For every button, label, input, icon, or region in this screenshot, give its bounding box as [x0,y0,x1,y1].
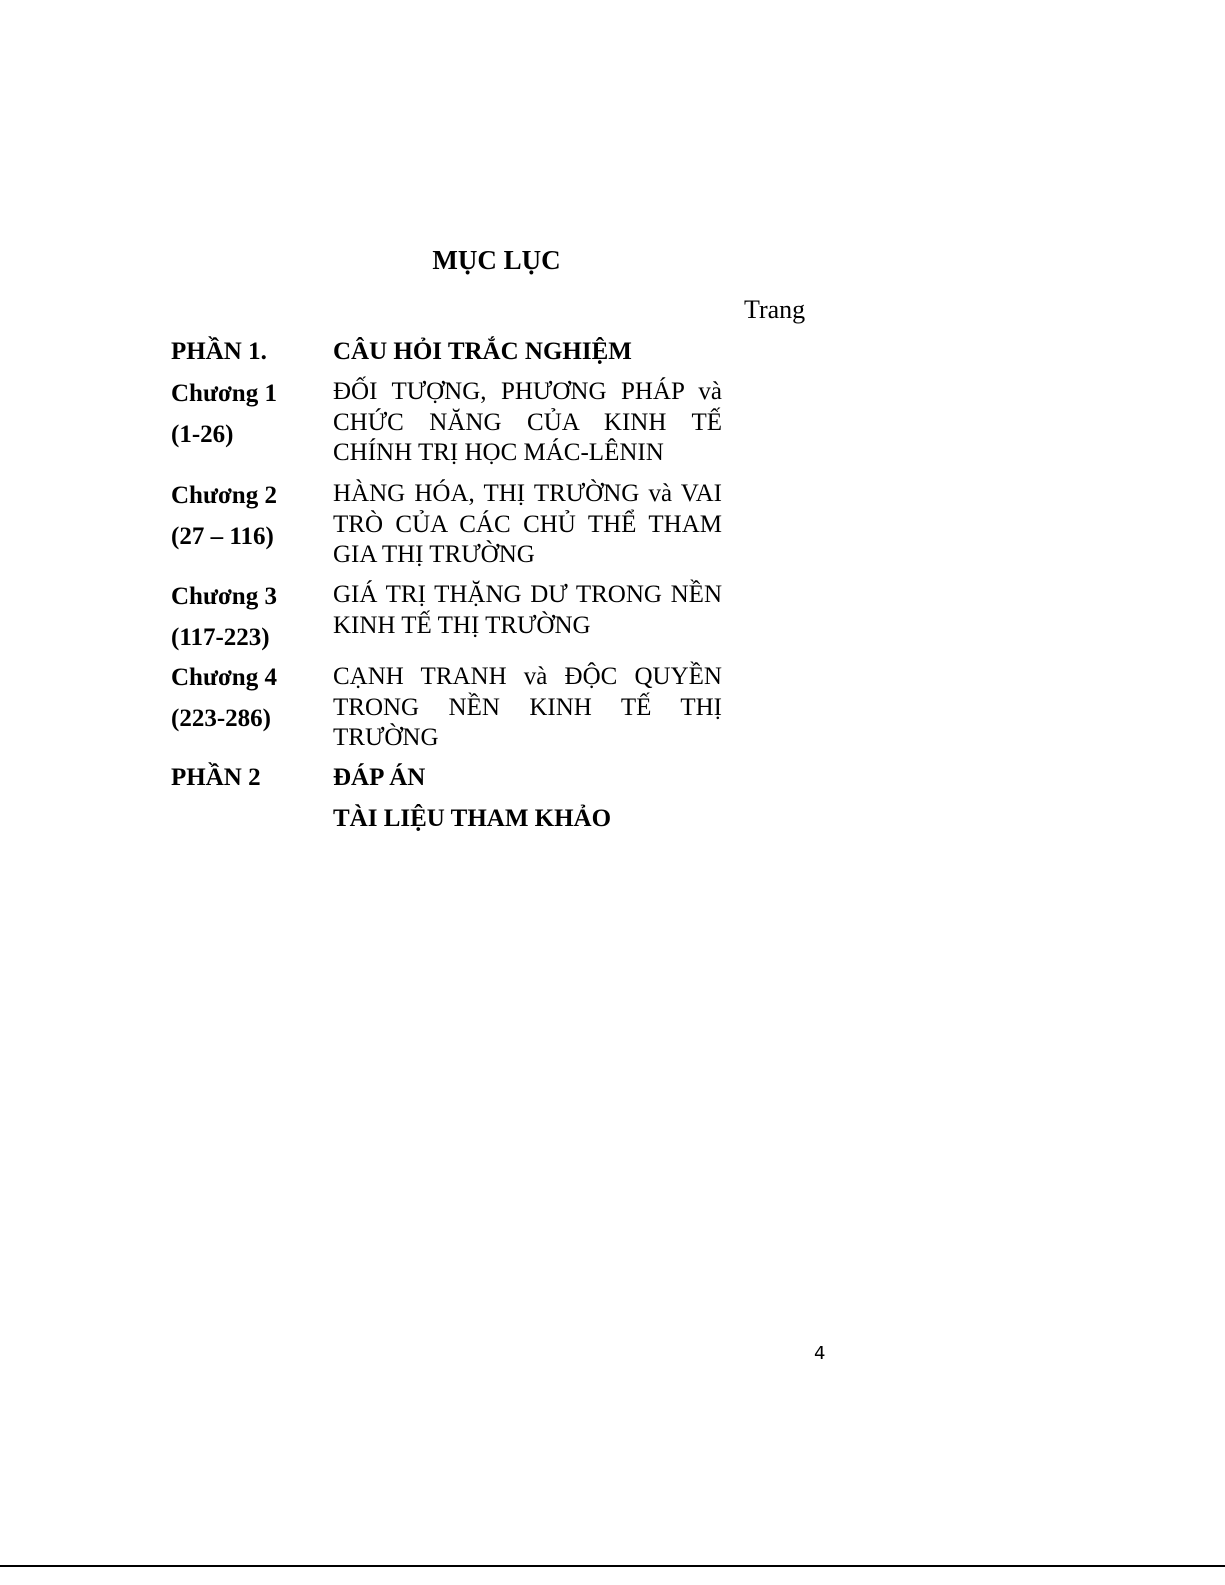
bottom-divider [0,1565,1225,1567]
toc-label [171,373,321,455]
toc-title: TÀI LIỆU THAM KHẢO [333,805,612,832]
toc-label-text: Chương 4 [171,664,277,691]
toc-label-text: PHẦN 1. [171,338,267,365]
toc-range-text: (223-286) [171,705,271,732]
toc-label [171,331,321,372]
toc-label [171,757,321,798]
toc-title: CẠNH TRANH và ĐỘC QUYỀN TRONG NỀN KINH TẾ THỊ TRƯỜNG [333,663,722,751]
toc-range-text: (1-26) [171,421,234,448]
toc-title: CÂU HỎI TRẮC NGHIỆM [333,338,632,365]
toc-label-text: Chương 1 [171,380,277,407]
toc-label [171,576,321,658]
toc-label-text: Chương 2 [171,482,277,509]
page-title: MỤC LỤC [432,245,561,275]
toc-range-text: (117-223) [171,624,270,651]
toc-title: GIÁ TRỊ THẶNG DƯ TRONG NỀN KINH TẾ THỊ TRƯỜNG [333,581,722,639]
toc-label-text: PHẦN 2 [171,764,261,791]
toc-range-text: (27 – 116) [171,523,274,550]
toc-label [171,475,321,557]
toc-title: HÀNG HÓA, THỊ TRƯỜNG và VAI TRÒ CỦA CÁC CHỦ THỂ THAM GIA THỊ TRƯỜNG [333,480,722,568]
page-column-label: Trang [744,295,806,324]
page-number: 4 [814,1343,826,1364]
toc-label [171,657,321,739]
toc-title: ĐỐI TƯỢNG, PHƯƠNG PHÁP và CHỨC NĂNG CỦA KINH TẾ CHÍNH TRỊ HỌC MÁC-LÊNIN [333,378,722,466]
toc-title: ĐÁP ÁN [333,764,426,791]
toc-label-text: Chương 3 [171,583,277,610]
